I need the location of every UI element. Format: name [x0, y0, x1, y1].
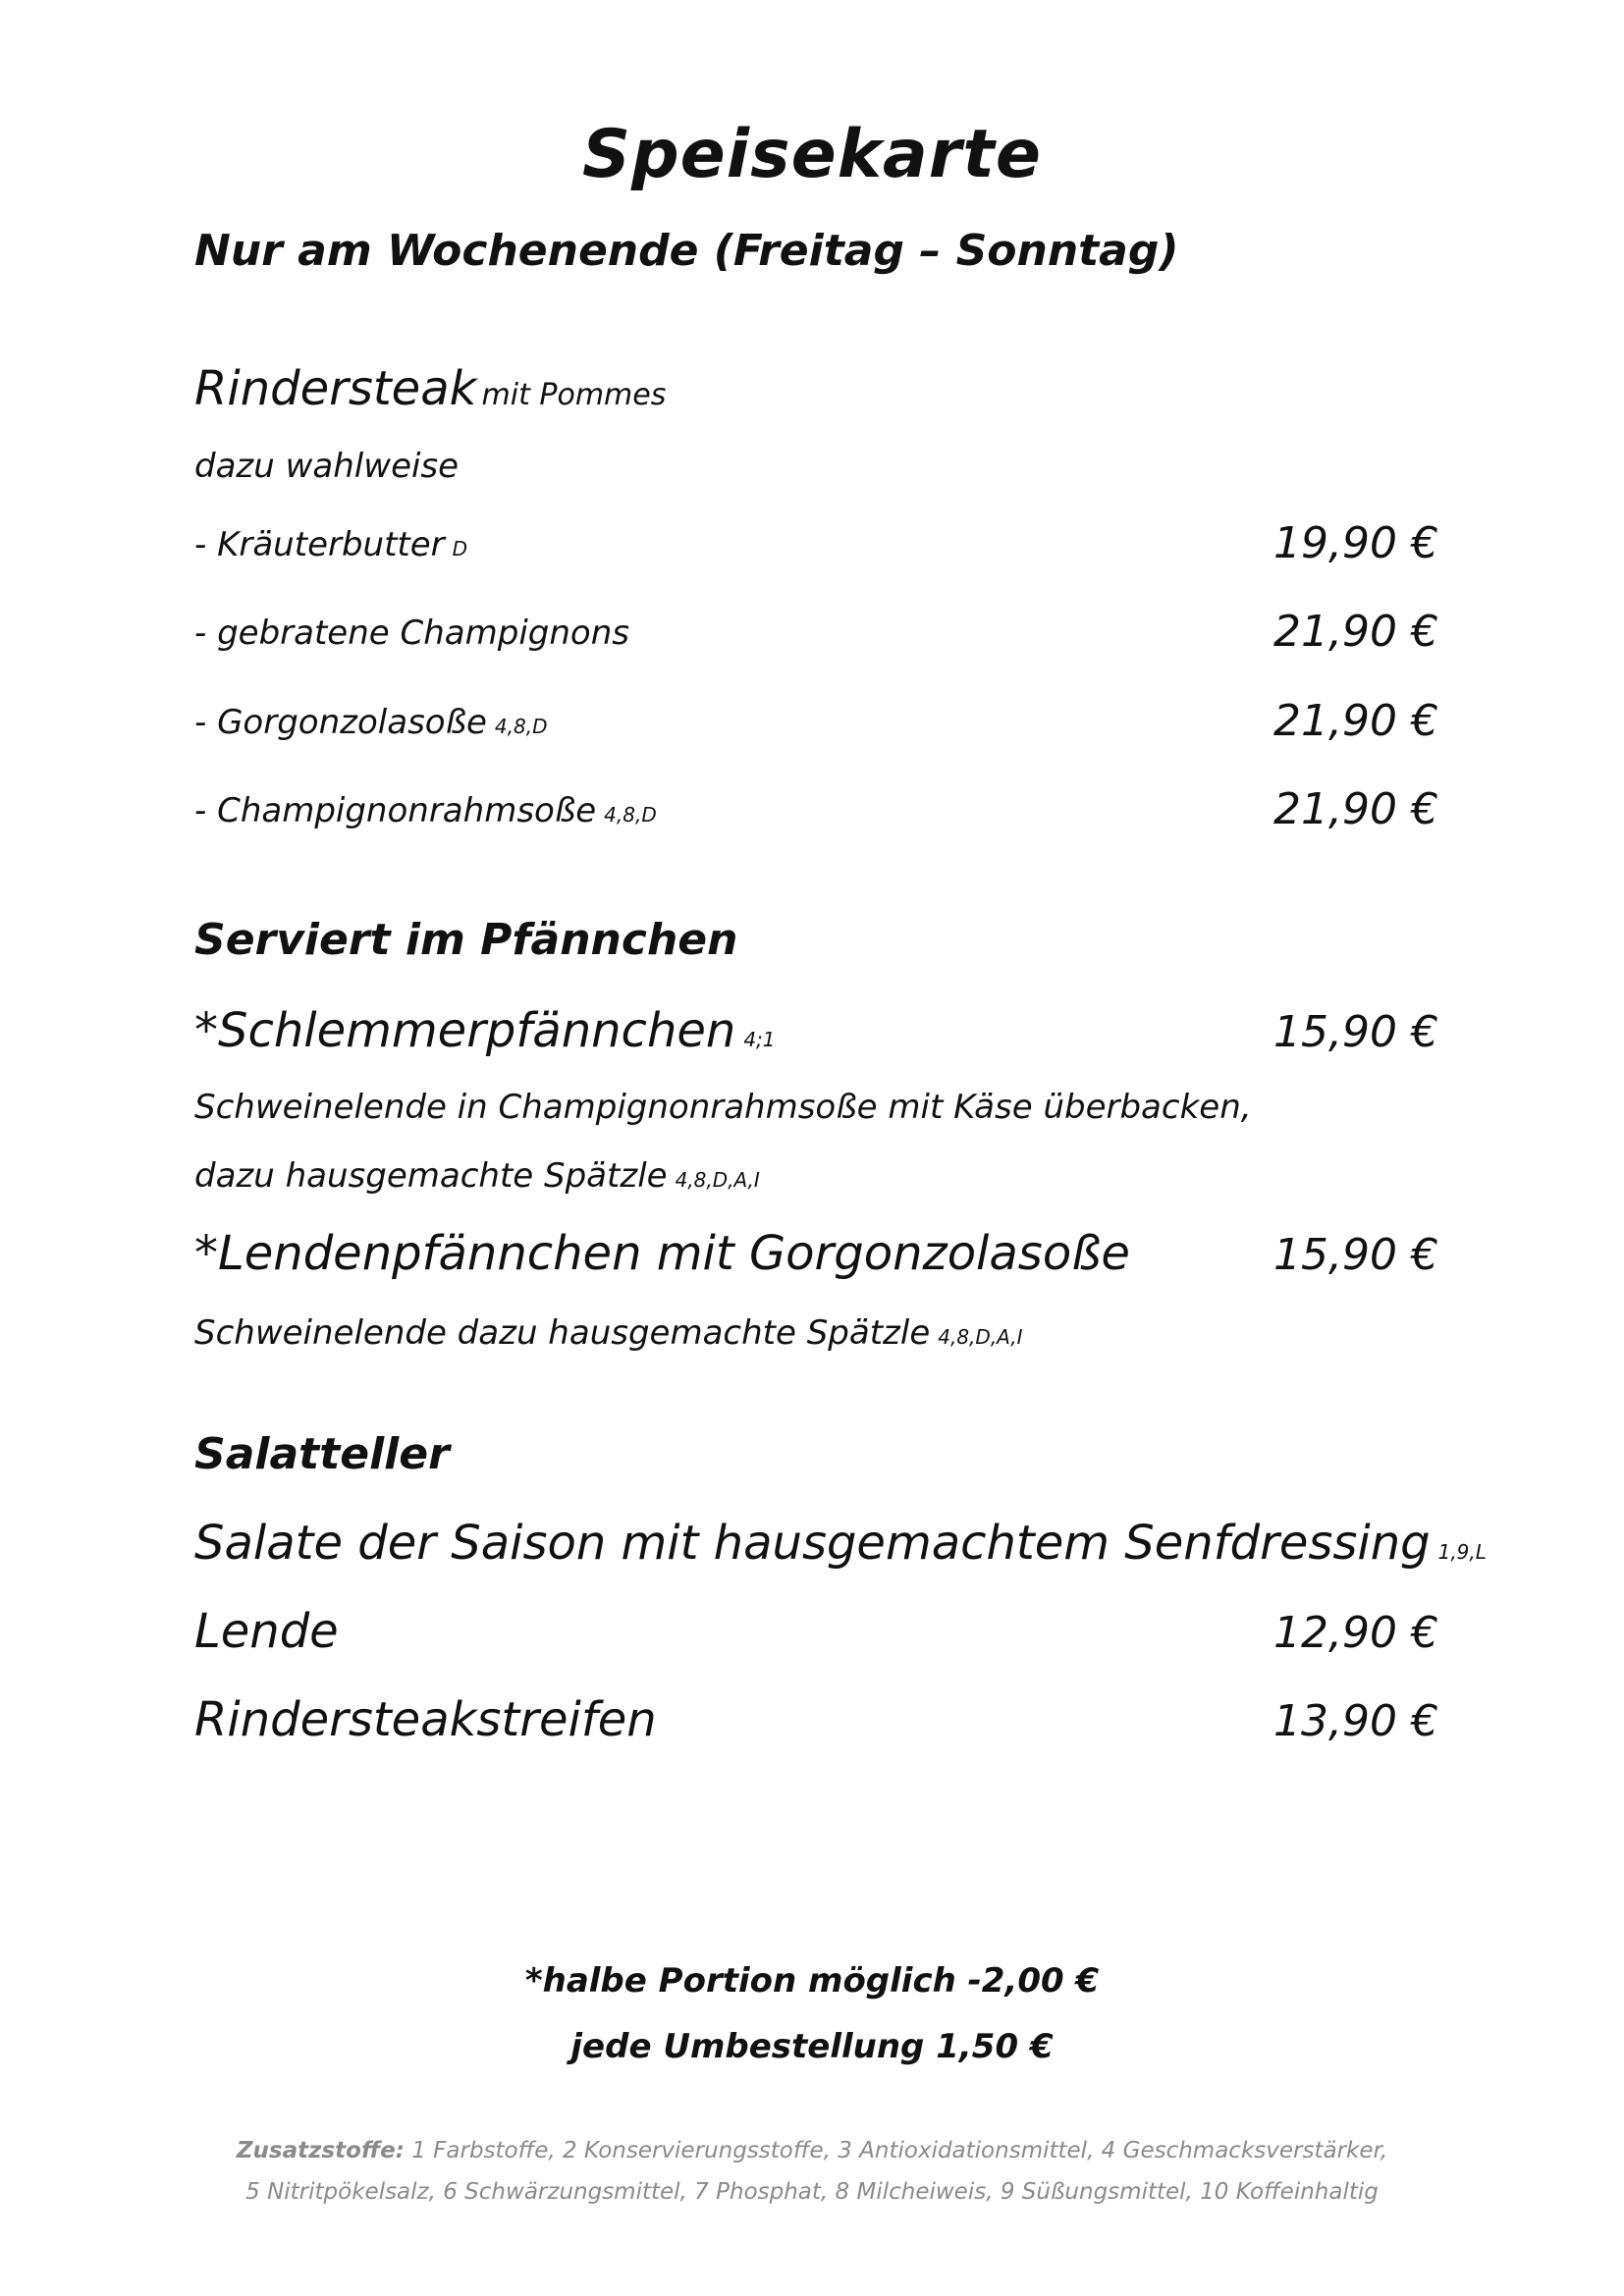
- item-description-additives: 4,8,D,A,I: [675, 1168, 760, 1192]
- option-champignons: [194, 614, 629, 653]
- option-price: 21,90 €: [1273, 784, 1438, 834]
- salat-intro-text: Salate der Saison mit hausgemachtem Senfdressing: [194, 1516, 1431, 1571]
- item-price: 12,90 €: [1273, 1608, 1438, 1658]
- item-description-text: dazu hausgemachte Spätzle: [194, 1156, 668, 1196]
- salat-item-lende: Lende: [194, 1604, 339, 1659]
- item-description: Schweinelende in Champignonrahmsoße mit Käse überbacken,: [194, 1088, 1252, 1127]
- option-additives: D: [452, 537, 468, 561]
- option-gorgonzolasosse: [194, 703, 548, 742]
- item-price: 15,90 €: [1273, 1230, 1438, 1280]
- rindersteak-name: Rindersteak: [194, 361, 477, 416]
- option-kraeuterbutter: [194, 525, 467, 564]
- page-title: Speisekarte: [582, 116, 1042, 193]
- rindersteak-suffix: mit Pommes: [481, 378, 667, 412]
- footer-additives-line1: [0, 2138, 1624, 2163]
- option-label: - Gorgonzolasoße: [194, 703, 487, 742]
- item-description-additives: 4,8,D,A,I: [938, 1325, 1023, 1349]
- salat-item-rindersteakstreifen: Rindersteakstreifen: [194, 1692, 657, 1747]
- section-heading-pfaennchen: Serviert im Pfännchen: [194, 915, 738, 965]
- option-additives: 4,8,D: [604, 803, 657, 827]
- option-price: 21,90 €: [1273, 696, 1438, 746]
- footer-additives-line2: 5 Nitritpökelsalz, 6 Schwärzungsmittel, 7 Phosphat, 8 Milcheiweis, 9 Süßungsmittel, 10 Koffeinhaltig: [245, 2179, 1379, 2205]
- option-price: 21,90 €: [1273, 607, 1438, 657]
- salat-intro-additives: 1,9,L: [1437, 1540, 1487, 1564]
- item-description: [194, 1156, 760, 1196]
- item-price: 15,90 €: [1273, 1007, 1438, 1057]
- option-label: - gebratene Champignons: [194, 614, 629, 653]
- option-label: - Kräuterbutter: [194, 525, 445, 564]
- item-schlemmerpfaennchen: [194, 1003, 776, 1058]
- item-lendenpfaennchen: [194, 1226, 1130, 1281]
- page-subtitle: Nur am Wochenende (Freitag – Sonntag): [194, 226, 1179, 276]
- item-name: *Schlemmerpfännchen: [194, 1003, 736, 1058]
- option-label: - Champignonrahmsoße: [194, 791, 597, 830]
- item-additives: 4;1: [743, 1028, 776, 1051]
- salat-intro: [194, 1516, 1487, 1571]
- section-heading-salatteller: Salatteller: [194, 1429, 450, 1479]
- footer-label: Zusatzstoffe:: [236, 2138, 405, 2163]
- option-additives: 4,8,D: [494, 715, 548, 738]
- footer-text: 1 Farbstoffe, 2 Konservierungsstoffe, 3 Antioxidationsmittel, 4 Geschmacksverstärker,: [411, 2138, 1388, 2163]
- item-name: *Lendenpfännchen mit Gorgonzolasoße: [194, 1226, 1130, 1281]
- item-description: [194, 1313, 1022, 1353]
- option-champignonrahmsosse: [194, 791, 657, 830]
- rindersteak-intro: dazu wahlweise: [194, 447, 460, 486]
- note-reorder: jede Umbestellung 1,50 €: [570, 2027, 1054, 2066]
- option-price: 19,90 €: [1273, 518, 1438, 568]
- rindersteak-heading: [194, 361, 666, 416]
- item-description-text: Schweinelende dazu hausgemachte Spätzle: [194, 1313, 931, 1353]
- note-half-portion: *halbe Portion möglich -2,00 €: [524, 1961, 1100, 2001]
- item-price: 13,90 €: [1273, 1696, 1438, 1746]
